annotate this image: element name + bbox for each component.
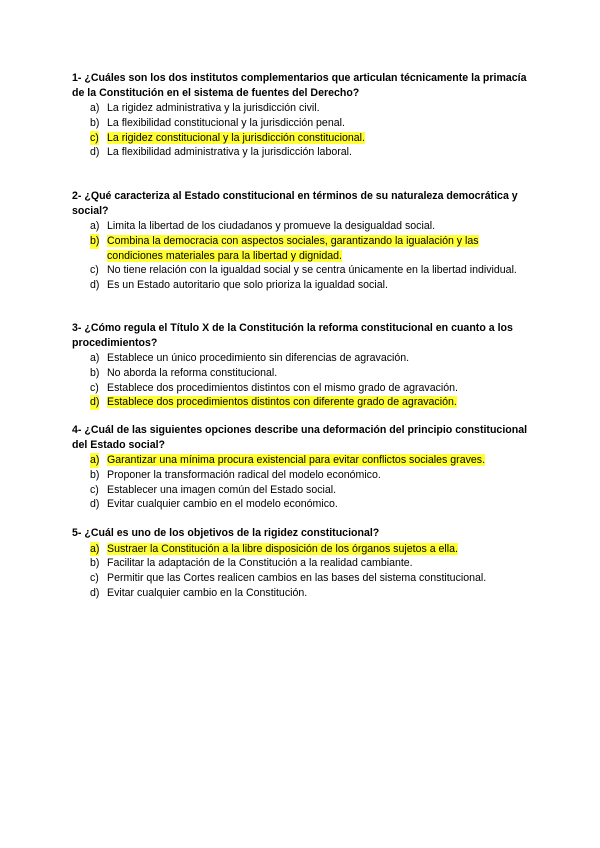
question-5 [72,526,532,601]
option-list [72,542,532,601]
option-text: No tiene relación con la igualdad social y se centra únicamente en la libertad individual. [107,264,517,277]
option-letter: d) [90,498,100,511]
option-b [72,556,532,571]
option-text: La flexibilidad constitucional y la jurisdicción penal. [107,116,345,129]
option-letter: b) [90,366,100,379]
option-letter: b) [90,234,100,247]
option-letter: a) [90,454,100,466]
option-text: Proponer la transformación radical del modelo económico. [107,468,381,481]
option-c [72,483,532,498]
option-text: Sustraer la Constitución a la libre disposición de los órganos sujetos a ella. [107,542,458,555]
option-letter: c) [90,264,99,277]
option-list [72,219,532,293]
option-text: Permitir que las Cortes realicen cambios en las bases del sistema constitucional. [107,572,487,585]
question-title: 2- ¿Qué caracteriza al Estado constitucional en términos de su naturaleza democrática y social? [72,190,518,217]
option-b [72,366,532,381]
option-letter: d) [90,396,100,409]
option-a [72,453,532,468]
option-text: Establece dos procedimientos distintos con diferente grado de agravación. [107,396,457,409]
option-text: Limita la libertad de los ciudadanos y promueve la desigualdad social. [107,220,436,232]
question-1 [72,71,532,160]
option-d [72,278,532,293]
option-b [72,234,532,264]
option-letter: d) [90,586,100,599]
option-letter: c) [90,381,99,394]
option-text: La rigidez administrativa y la jurisdicción civil. [107,102,320,114]
option-letter: c) [90,131,99,144]
option-letter: c) [90,572,99,585]
option-letter: b) [90,468,100,481]
option-text: Establece un único procedimiento sin diferencias de agravación. [107,352,410,364]
option-list [72,101,532,160]
option-list [72,351,532,410]
option-text: Es un Estado autoritario que solo prioriza la igualdad social. [107,279,388,292]
option-d [72,586,532,601]
option-letter: a) [90,102,100,114]
option-c [72,263,532,278]
option-d [72,395,532,410]
question-title: 4- ¿Cuál de las siguientes opciones describe una deformación del principio constitucional del Estado social? [72,424,528,451]
option-text: La flexibilidad administrativa y la jurisdicción laboral. [107,146,352,159]
question-4 [72,423,532,512]
option-text: Combina la democracia con aspectos sociales, garantizando la igualación y las condiciones materiales para la libertad y dignidad. [107,234,479,262]
question-title: 1- ¿Cuáles son los dos institutos complementarios que articulan técnicamente la primacía de la Constitución en el sistema de fuentes del Derecho? [72,72,527,99]
option-letter: a) [90,352,100,364]
option-c [72,381,532,396]
question-title: 3- ¿Cómo regula el Título X de la Constitución la reforma constitucional en cuanto a los procedimientos? [72,322,513,349]
option-b [72,468,532,483]
option-letter: a) [90,542,100,555]
option-text: Garantizar una mínima procura existencial para evitar conflictos sociales graves. [107,454,486,466]
option-letter: d) [90,279,100,292]
option-text: No aborda la reforma constitucional. [107,366,278,379]
option-a [72,542,532,557]
option-d [72,497,532,512]
option-letter: d) [90,146,100,159]
question-3 [72,321,532,410]
option-b [72,116,532,131]
option-letter: a) [90,220,100,232]
question-2 [72,189,532,293]
option-d [72,145,532,160]
option-letter: b) [90,116,100,129]
option-list [72,453,532,512]
option-text: Facilitar la adaptación de la Constitución a la realidad cambiante. [107,557,413,570]
option-letter: c) [90,483,99,496]
option-a [72,101,532,116]
option-c [72,131,532,146]
option-letter: b) [90,557,100,570]
option-a [72,351,532,366]
option-text: Establecer una imagen común del Estado social. [107,483,337,496]
option-text: Establece dos procedimientos distintos con el mismo grado de agravación. [107,381,458,394]
option-text: Evitar cualquier cambio en la Constitución. [107,586,308,599]
question-title: 5- ¿Cuál es uno de los objetivos de la rigidez constitucional? [72,527,380,539]
option-c [72,571,532,586]
option-a [72,219,532,234]
option-text: La rigidez constitucional y la jurisdicción constitucional. [107,131,365,144]
option-text: Evitar cualquier cambio en el modelo económico. [107,498,338,511]
